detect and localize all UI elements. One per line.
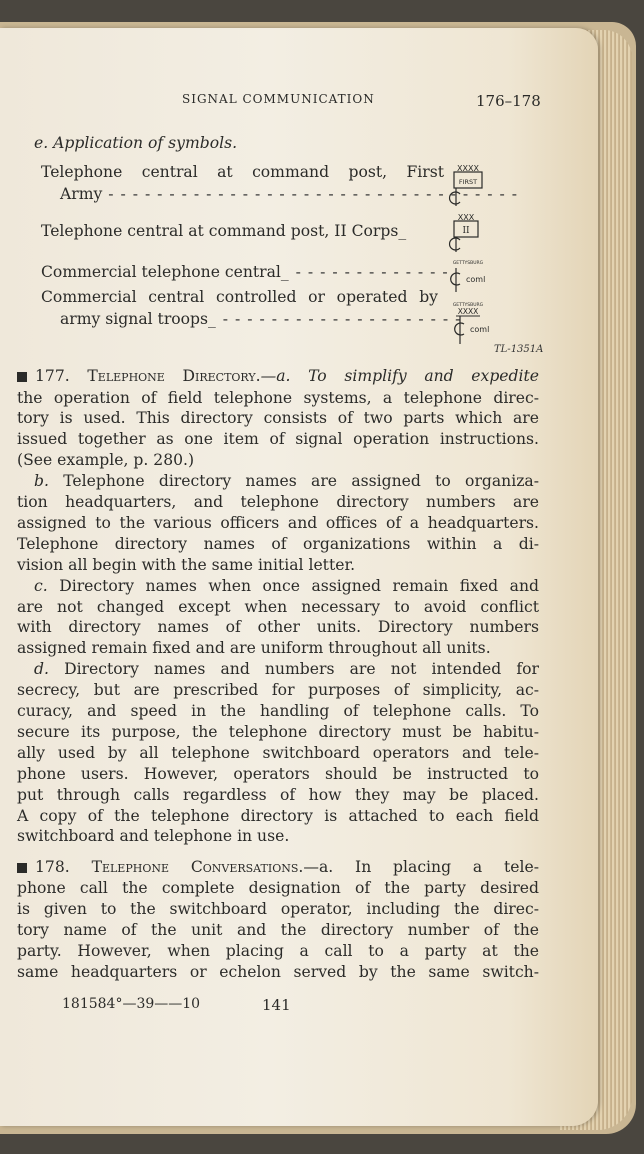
sym4-place: GETTYSBURG <box>452 303 484 308</box>
symbol-item-4-line2: army signal troops_ - - - - - - - - - - - - - - - - - - - - <box>60 310 462 328</box>
page-number: 141 <box>262 996 291 1014</box>
text-line: issued together as one item of signal operation instructions. <box>17 430 539 449</box>
text-line: put through calls regardless of how they may be placed. <box>17 785 539 804</box>
sym3-place: GETTYSBURG <box>452 261 484 266</box>
sym4-label: coml <box>470 325 490 334</box>
symbol-item-3: Commercial telephone central_ - - - - - - - - - - - - - <box>41 263 449 281</box>
text-line: are not changed except when necessary to avoid conflict <box>17 597 539 616</box>
sym4-echelon: XXXX <box>457 307 479 316</box>
text-line: vision all begin with the same initial letter. <box>17 555 356 574</box>
text-line: phone users. However, operators should be instructed to <box>17 764 539 783</box>
commercial-central-army-operated-symbol <box>446 298 502 348</box>
section-178-heading: 178. Telephone Conversations.—a. In placing a tele- <box>17 857 539 878</box>
text-line: secrecy, but are prescribed for purposes of simplicity, ac- <box>17 681 539 700</box>
text-line: party. However, when placing a call to a party at the <box>17 941 539 960</box>
text-line: curacy, and speed in the handling of telephone calls. To <box>17 702 539 720</box>
sym1-echelon: XXXX <box>457 164 479 173</box>
text-line: assigned remain fixed and are uniform throughout all units. <box>17 639 491 658</box>
text-line: tory is used. This directory consists of two parts which are <box>17 409 539 428</box>
text-line: (See example, p. 280.) <box>17 451 195 470</box>
print-code: 181584°—39——10 <box>62 996 201 1012</box>
section-177-heading: 177. Telephone Directory.—a. To simplify and expedite <box>17 366 539 387</box>
telephone-central-ii-corps-symbol <box>446 210 492 254</box>
symbol-item-1-line1: Telephone central at command post, First <box>41 163 444 181</box>
sym2-unit: II <box>462 226 470 236</box>
figure-number: TL-1351A <box>494 344 544 355</box>
symbol-item-1-line2: Army - - - - - - - - - - - - - - - - - - - - - - - - - - - - - - - - - - <box>60 185 518 203</box>
section-range: 176–178 <box>476 92 541 110</box>
text-line: is given to the switchboard operator, including the direc- <box>17 899 539 918</box>
symbol-item-2: Telephone central at command post, II Corps_ <box>41 222 408 240</box>
text-line: c. Directory names when once assigned remain fixed and <box>34 576 539 595</box>
text-line: ally used by all telephone switchboard operators and tele- <box>17 743 539 762</box>
symbols-heading: e. Application of symbols. <box>34 134 238 152</box>
text-line: Telephone directory names of organizations within a di- <box>17 534 539 553</box>
section-bullet-icon <box>17 863 27 873</box>
text-line: the operation of field telephone systems, a telephone direc- <box>17 388 539 407</box>
text-line: A copy of the telephone directory is attached to each field <box>17 806 539 825</box>
commercial-telephone-central-symbol <box>446 256 500 296</box>
text-line: switchboard and telephone in use. <box>17 827 290 846</box>
sym3-label: coml <box>466 275 486 284</box>
text-line: phone call the complete designation of the party desired <box>17 879 539 897</box>
text-line: assigned to the various officers and offices of a headquarters. <box>17 513 539 532</box>
sym1-unit: FIRST <box>458 178 478 186</box>
running-header: SIGNAL COMMUNICATION <box>182 92 375 106</box>
text-line: tion headquarters, and telephone directory numbers are <box>17 493 539 511</box>
text-line: same headquarters or echelon served by the same switch- <box>17 962 539 981</box>
telephone-central-first-army-symbol <box>446 160 492 210</box>
text-line: b. Telephone directory names are assigned to organiza- <box>34 472 539 491</box>
section-bullet-icon <box>17 372 27 382</box>
sym2-echelon: XXX <box>457 213 475 222</box>
text-line: d. Directory names and numbers are not intended for <box>34 660 539 679</box>
text-line: tory name of the unit and the directory number of the <box>17 920 539 939</box>
symbol-item-4-line1: Commercial central controlled or operated by <box>41 288 438 306</box>
text-line: with directory names of other units. Directory numbers <box>17 618 539 637</box>
text-line: secure its purpose, the telephone directory must be habitu- <box>17 722 539 741</box>
